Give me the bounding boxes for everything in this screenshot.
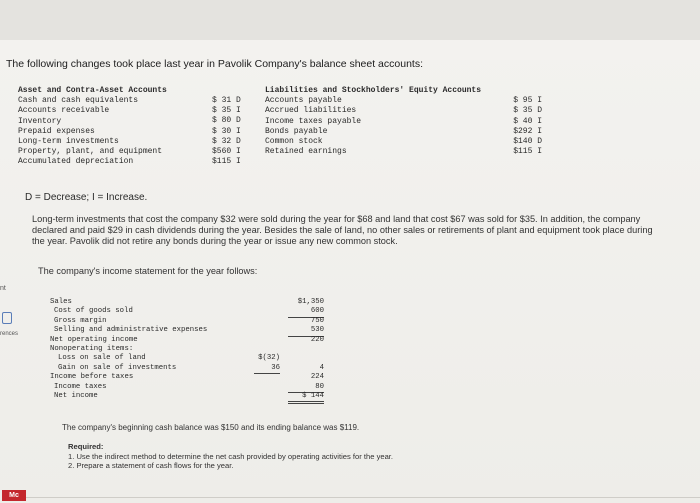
income-col2-value: 750 — [310, 316, 324, 325]
income-col2-value: $1,350 — [297, 298, 324, 306]
asset-values — [212, 96, 252, 167]
income-row-label: Sales — [50, 298, 72, 306]
income-intro: The company's income statement for the year follows: — [38, 266, 258, 276]
income-col1-value: 36 — [254, 364, 280, 374]
liability-accounts — [265, 86, 545, 157]
bottom-rule — [26, 497, 700, 498]
liability-row — [265, 106, 545, 116]
income-row — [50, 373, 330, 382]
document-icon[interactable] — [2, 312, 12, 324]
income-col2-value: 224 — [310, 373, 324, 382]
liability-row-label: Accrued liabilities — [265, 106, 357, 116]
cash-balance-text: The company's beginning cash balance was $150 and its ending balance was $119. — [62, 423, 360, 432]
income-row-label: Loss on sale of land — [58, 354, 146, 363]
income-col2-value: 4 — [319, 363, 324, 372]
liability-row-label: Income taxes payable — [265, 116, 362, 126]
income-row-label: Income before taxes — [50, 373, 134, 382]
liability-row — [265, 117, 545, 127]
income-col2-value: $ 144 — [288, 392, 324, 404]
income-row — [50, 345, 330, 354]
intro-text: The following changes took place last year in Pavolik Company's balance sheet accounts: — [6, 58, 423, 70]
liability-row — [265, 96, 545, 106]
liability-row — [265, 137, 545, 147]
required-title: Required: — [68, 442, 104, 451]
income-row — [50, 392, 330, 401]
asset-row-value: $ 32 D — [212, 136, 241, 146]
liability-row-value: $140 D — [513, 136, 542, 146]
income-row-label: Nonoperating items: — [50, 344, 134, 353]
sidebar-label-a: nt — [0, 285, 6, 292]
income-col1-value: $(32) — [258, 354, 280, 363]
asset-row-label: Inventory — [18, 116, 62, 126]
liability-row — [265, 147, 545, 157]
income-row — [50, 383, 330, 392]
income-col2-value: 80 — [288, 383, 324, 393]
liability-row-label: Common stock — [265, 136, 323, 146]
income-row-label: Income taxes — [54, 382, 107, 391]
asset-row-value: $560 I — [212, 147, 241, 157]
sidebar-label-b[interactable]: rences — [0, 331, 19, 337]
asset-row-value: $115 I — [212, 157, 241, 167]
asset-header: Asset and Contra-Asset Accounts — [18, 86, 167, 95]
income-row-label: Selling and administrative expenses — [54, 326, 208, 335]
income-row — [50, 364, 330, 373]
asset-row-label: Prepaid expenses — [18, 126, 95, 136]
required-section — [68, 442, 393, 471]
liability-row-label: Bonds payable — [265, 126, 328, 136]
income-col2-value: 220 — [310, 335, 324, 344]
liability-row-value: $115 I — [513, 147, 542, 157]
top-strip — [0, 0, 700, 40]
liability-row — [265, 127, 545, 137]
income-row-label: Net income — [54, 391, 98, 400]
required-item-2: 2. Prepare a statement of cash flows for the year. — [68, 461, 234, 471]
income-col2-value: 530 — [288, 326, 324, 336]
liability-row-value: $ 35 D — [513, 106, 542, 116]
liability-row-label: Accounts payable — [265, 96, 342, 106]
problem-paragraph: Long-term investments that cost the company $32 were sold during the year for $68 and land that cost $67 was sold for $35. In addition, the company declared and paid $29 in cash dividends during the year. Besides the sale of land, no other sales or retirements of plant and equipment took place during the year. Pavolik did not retire any bonds during the year or issue any new common stock. — [32, 214, 653, 246]
income-row-label: Cost of goods sold — [54, 307, 133, 316]
required-item-1: 1. Use the indirect method to determine the net cash provided by operating activities for the year. — [68, 451, 394, 461]
asset-row-label: Accounts receivable — [18, 106, 110, 116]
income-row-label: Gross margin — [54, 316, 107, 325]
liability-row-label: Retained earnings — [265, 147, 347, 157]
liability-row-value: $ 95 I — [513, 96, 542, 106]
mc-logo: Mc — [2, 490, 26, 501]
income-row-label: Net operating income — [50, 335, 138, 344]
income-row — [50, 298, 330, 307]
income-row — [50, 326, 330, 335]
asset-row-value: $ 31 D — [212, 96, 241, 105]
income-statement — [50, 298, 330, 401]
income-row — [50, 317, 330, 326]
liability-row-value: $292 I — [513, 126, 542, 136]
income-row-label: Gain on sale of investments — [58, 363, 177, 372]
asset-row-label: Cash and cash equivalents — [18, 96, 139, 106]
liability-header: Liabilities and Stockholders' Equity Accounts — [265, 86, 482, 95]
asset-row-value: $ 30 I — [212, 126, 241, 136]
legend-text: D = Decrease; I = Increase. — [25, 192, 148, 203]
asset-row-value: $ 35 I — [212, 106, 241, 116]
asset-row-label: Long-term investments — [18, 137, 119, 147]
asset-row-label: Accumulated depreciation — [18, 157, 134, 167]
income-row — [50, 336, 330, 345]
asset-row-label: Property, plant, and equipment — [18, 147, 163, 157]
asset-accounts — [18, 86, 218, 168]
income-row — [50, 354, 330, 363]
income-col2-value: 600 — [288, 307, 324, 317]
liability-row-value: $ 40 I — [513, 116, 542, 126]
asset-row-value: $ 80 D — [212, 116, 241, 126]
income-row — [50, 307, 330, 316]
